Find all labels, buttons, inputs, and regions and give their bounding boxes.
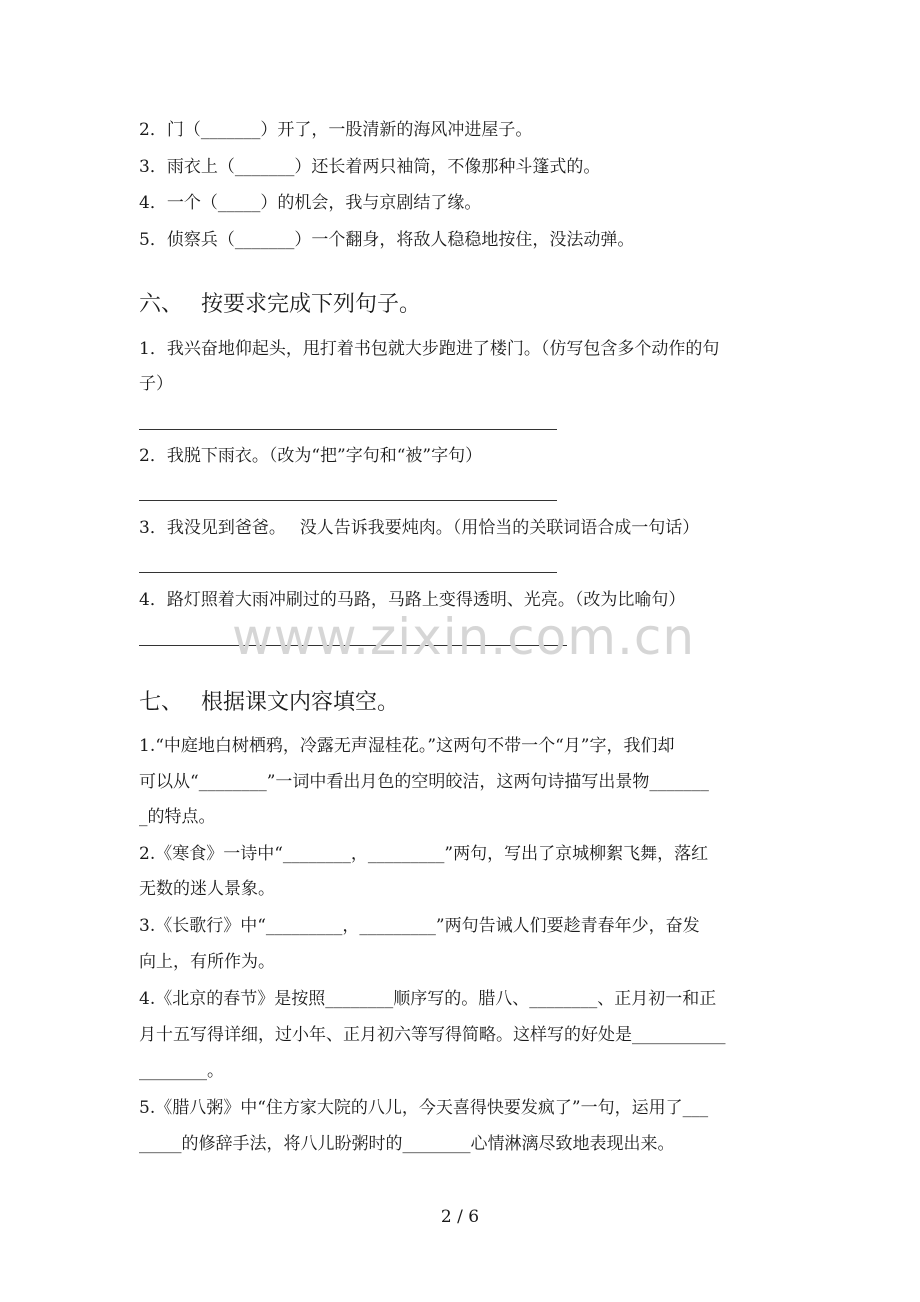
section-number: 七、 [139,690,184,715]
question-line: 子） [139,374,173,394]
question-line: 2.《寒食》一诗中“________，_________”两句，写出了京城柳絮飞舞，落红 [139,844,709,864]
answer-line [139,572,557,573]
section-title: 按要求完成下列句子。 [201,292,422,317]
question-line: ________。 [139,1061,224,1081]
question-line: 3．我没见到爸爸。 没人告诉我要炖肉。（用恰当的关联词语合成一句话） [139,518,700,538]
question-line: 4.《北京的春节》是按照________顺序写的。腊八、________、正月初一和正 [139,989,717,1009]
question-line: 4．一个（_____）的机会，我与京剧结了缘。 [139,193,482,213]
question-line: 1．我兴奋地仰起头，甩打着书包就大步跑进了楼门。（仿写包含多个动作的句 [139,339,720,359]
question-line: 3．雨衣上（_______）还长着两只袖筒，不像那种斗篷式的。 [139,157,601,177]
question-line: 4．路灯照着大雨冲刷过的马路，马路上变得透明、光亮。（改为比喻句） [139,590,686,610]
page-number: 2 / 6 [440,1207,480,1227]
question-line: 1.“中庭地白树栖鸦，冷露无声湿桂花。”这两句不带一个“月”字，我们却 [139,736,675,756]
question-line: 向上，有所作为。 [139,952,275,972]
answer-line [139,429,557,430]
question-line: 可以从“________”一词中看出月色的空明皎洁，这两句诗描写出景物_______ [139,772,709,792]
answer-line [139,500,557,501]
question-line: 3.《长歌行》中“_________，_________”两句告诫人们要趁青春年少，奋发 [139,916,700,936]
section-heading [139,292,421,318]
watermark: www.zixin.com.cn [232,608,696,666]
question-line: 5.《腊八粥》中“住方家大院的八儿，今天喜得快要发疯了”一句，运用了___ [139,1098,709,1118]
question-line: 无数的迷人景象。 [139,879,275,899]
question-line: 2．门（_______）开了，一股清新的海风冲进屋子。 [139,120,533,140]
section-heading [139,690,399,716]
question-line: 月十五写得详细，过小年、正月初六等写得简略。这样写的好处是___________ [139,1025,726,1045]
question-line: 2．我脱下雨衣。（改为“把”字句和“被”字句） [139,446,483,466]
question-line: 5．侦察兵（_______）一个翻身，将敌人稳稳地按住，没法动弹。 [139,230,635,250]
section-number: 六、 [139,292,184,317]
question-line: _____的修辞手法，将八儿盼粥时的________心情淋漓尽致地表现出来。 [139,1134,675,1154]
question-line: _的特点。 [139,807,216,827]
section-title: 根据课文内容填空。 [201,690,400,715]
